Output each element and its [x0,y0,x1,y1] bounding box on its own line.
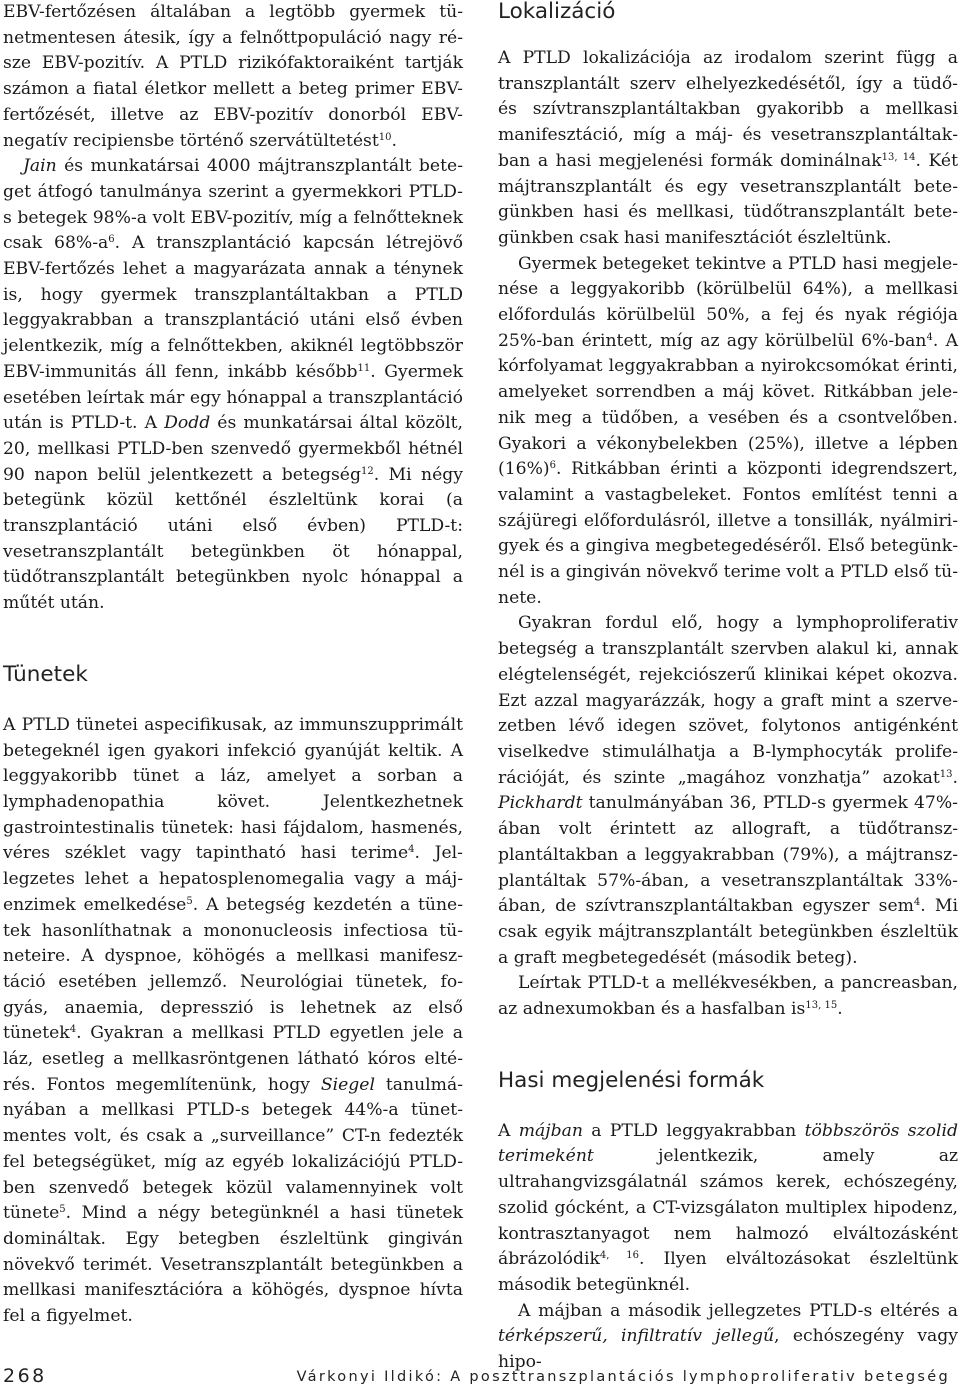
section-heading: Tünetek [3,661,88,687]
reference-number: 6 [549,460,556,472]
reference-number: 4 [913,897,921,909]
author-name: Siegel [320,1074,375,1095]
text-run: tanulmányában a mellkasi PTLD-s betegek 44%-a tünetmentes volt, és csak a „surveillance” CT-n fedezték fel betegségüket, míg az egyéb lokalizációjú PTLD-ben szenvedő betegek közül valamennyinek volt tünete [3,1074,463,1224]
text-run: . Két májtranszplantált és egy vesetranszplantált betegünkben hasi és mellkasi, tüdőtranszplantált betegünkben csak hasi manifesztációt észleltünk. [498,150,959,248]
reference-number: 4 [408,844,415,856]
reference-number: 4 [926,331,933,343]
text-run: Gyakran fordul elő, hogy a lymphoproliferativ betegség a transzplantált szervben alakul ki, annak elégtelenségét, rejekciószerű klinikai képet okozva. Ezt azzal magyarázzák, hogy a graft mint a szervezetben lévő idegen szövet, folytonos antigénként viselkedve stimulálhatja a B-lymphocyták proliferációját, és szinte „magához vonzhatja” azokat [498,613,958,788]
text-run: . Jellegzetes lehet a hepatosplenomegalia vagy a májenzimek emelkedése [3,843,463,915]
paragraph [498,46,958,252]
page-number: 268 [3,1365,47,1387]
reference-number: 13, 15 [805,1000,838,1012]
text-run: . Mi négy betegünk közül kettőnél észleltünk korai (a transzplantáció utáni első évben) PTLD-t: vesetranszplantált betegünkben öt hónappal, tüdőtranszplantált betegünkben nyolc hónappal a műtét után. [3,464,463,614]
author-name: Pickhardt [498,793,583,814]
paragraph [3,154,463,617]
text-run: EBV-fertőzésen általában a legtöbb gyermek tünetmentesen átesik, így a felnőttpopuláció nagy része EBV-pozitív. A PTLD rizikófaktoraiként tartják számon a fiatal életkor mellett a beteg primer EBV-fertőzését, illetve az EBV-pozitív donorból EBV-negatív recipiensbe történő szervátültetést [3,2,463,151]
text-run: és munkatársai 4000 májtranszplantált beteget átfogó tanulmánya szerint a gyermekkori PTLD-s betegek 98%-a volt EBV-pozitív, míg a felnőtteknek csak 68%-a [3,156,463,254]
text-run: . Ilyen elváltozásokat észleltünk második betegünknél. [498,1249,958,1295]
reference-number: 6 [108,234,115,246]
text-run: A PTLD tünetei aspecifikusak, az immunszupprimált betegeknél igen gyakori infekció gyanúját keltik. A leggyakoribb tünet a láz, amelyet a sorban a lymphadenopathia követ. Jelentkezhetnek gastrointestinalis tünetek: hasi fájdalom, hasmenés, véres széklet vagy tapintható hasi terime [3,714,463,864]
text-run: Leírtak PTLD-t a mellékvesékben, a pancreasban, az adnexumokban és a hasfalban is [498,973,958,1020]
reference-number: 10 [378,131,392,143]
text-run: . Gyakran a mellkasi PTLD egyetlen jele a láz, esetleg a mellkasröntgenen látható kóros eltérés. Fontos megemlítenünk, hogy [3,1023,463,1095]
reference-number: 13, 14 [881,151,916,163]
text-run: . [391,130,397,151]
author-name: Dodd [164,413,211,434]
text-run: A [498,1120,519,1141]
text-run: tanulmányában 36, PTLD-s gyermek 47%-ában volt érintett az allograft, a tüdőtranszplantáltakban a leggyakrabban (79%), a májtranszplantáltak 57%-ában, a vesetranszplantáltak 33%-ában, de szívtranszplantáltakban egyszer sem [498,793,958,917]
emphasis: többszörös szolid terimeként [498,1120,958,1167]
paragraph [3,0,463,154]
reference-number: 11 [357,362,371,374]
running-title: Várkonyi Ildikó: A poszttranszplantációs lymphoproliferativ betegség [296,1369,950,1385]
section-heading: Lokalizáció [498,0,616,24]
reference-number: 5 [186,895,193,907]
reference-number: 13 [939,768,953,780]
text-run: . [952,767,958,788]
text-run: és munkatársai által közölt, 20, mellkasi PTLD-ben szenvedő gyermekből hétnél 90 napon belül jelentkezett a betegség [3,413,463,485]
text-run: . Mind a négy betegünknél a hasi tünetek domináltak. Egy betegben észleltünk gingiván növekvő terimét. Vesetranszplantált betegünkben a mellkasi manifesztációra a köhögés, dyspnoe hívta fel a figyelmet. [3,1203,463,1327]
paragraph [498,971,958,1022]
text-run: . Mi csak egyik májtranszplantált betegünkben észleltük a graft megbetegedését (második beteg). [498,896,958,968]
left-column [3,0,463,1330]
text-run: A PTLD lokalizációja az irodalom szerint függ a transzplantált szerv elhelyezkedésétől, így a tüdő- és szívtranszplantáltakban gyakoribb a mellkasi manifesztáció, míg a máj- és vesetranszplantáltakban a hasi megjelenési formák dominálnak [498,48,958,171]
text-run: . A transzplantáció kapcsán létrejövő EBV-fertőzés lehet a magyarázata annak a ténynek is, hogy gyermek transzplantáltakban a PTLD leggyakrabban a transzplantáció utáni első évben jelentkezik, míg a felnőttekben, akiknél legtöbbször EBV-immunitás áll fenn, inkább később [3,233,463,382]
right-column [498,0,958,1376]
emphasis: térképszerű, infiltratív jellegű [498,1326,775,1347]
text-run: jelentkezik, amely az ultrahangvizsgálatnál számos kerek, echószegény, szolid gócként, a CT-vizsgálaton multiplex hipodenz, kontrasztanyagot nem halmozó elváltozásként ábrázolódik [498,1146,958,1270]
paragraph [498,252,958,612]
emphasis: májban [518,1120,583,1141]
text-run: A májban a második jellegzetes PTLD-s eltérés a [518,1300,958,1321]
paragraph [498,1119,958,1299]
text-run: , echószegény vagy hipo- [498,1326,959,1373]
reference-number: 5 [59,1204,66,1216]
paragraph [498,611,958,971]
text-run: Gyermek betegeket tekintve a PTLD hasi megjelenése a leggyakoribb (körülbelül 64%), a mellkasi előfordulás körülbelül 50%, a fej és nyak régiója 25%-ban érintett, míg az agy körülbelül 6%-ban [498,253,958,351]
reference-number: 12 [360,465,374,477]
text-run: . [837,999,843,1020]
text-run: . A betegség kezdetén a tünetek hasonlíthatnak a mononucleosis infectiosa tüneteire. A dyspnoe, köhögés a mellkasi manifesztáció esetében jellemző. Neurológiai tünetek, fogyás, anaemia, depresszió is lehetnek az első tünetek [3,894,464,1044]
paragraph [3,713,463,1330]
text-run: . A kórfolyamat leggyakrabban a nyirokcsomókat érinti, amelyeket sorrendben a máj követ. Ritkábban jelenik meg a tüdőben, a vesében és a csontvelőben. Gyakori a vékonybelekben (25%), illetve a lépben (16%) [498,330,959,480]
text-run: . Ritkábban érinti a központi idegrendszert, valamint a vastagbeleket. Fontos említést tenni a szájüregi előfordulásról, illetve a tonsillák, nyálmirigyek és a gingiva megbetegedéséről. Első betegünknél is a gingiván növekvő terime volt a PTLD első tünete. [498,459,958,608]
text-run: . Gyermek esetében leírtak már egy hónappal a transzplantáció után is PTLD-t. A [3,361,464,434]
reference-number: 4, 16 [599,1250,639,1262]
page-footer [0,1365,960,1391]
section-heading: Hasi megjelenési formák [498,1067,765,1093]
author-name: Jain [23,156,57,177]
text-run: a PTLD leggyakrabban [582,1120,805,1141]
reference-number: 4 [69,1024,77,1036]
